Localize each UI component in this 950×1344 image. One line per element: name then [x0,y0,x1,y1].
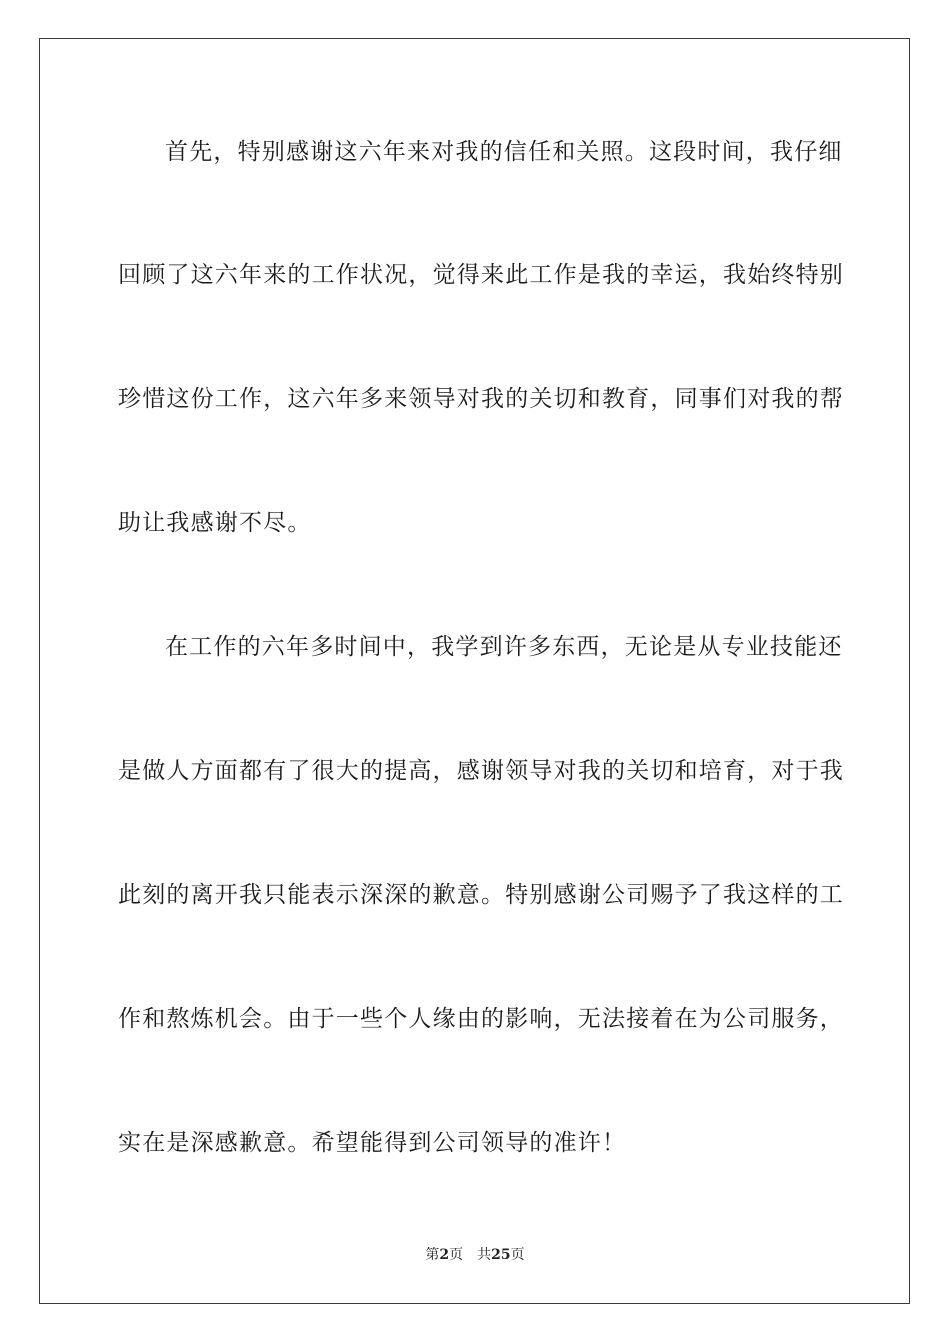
paragraph-2-line-2: 是做人方面都有了很大的提高，感谢领导对我的关切和培育，对于我 [118,758,844,784]
total-suffix: 页 [510,1247,525,1263]
page-prefix: 第 [425,1247,440,1263]
page-border [39,38,910,1304]
page-suffix: 页 [449,1247,464,1263]
paragraph-1-line-4: 助让我感谢不尽。 [118,510,312,536]
paragraph-1-line-3: 珍惜这份工作，这六年多来领导对我的关切和教育，同事们对我的帮 [118,386,844,412]
paragraph-1-line-2: 回顾了这六年来的工作状况，觉得来此工作是我的幸运，我始终特别 [118,262,844,288]
page-footer [0,1246,950,1264]
paragraph-2-line-4: 作和熬炼机会。由于一些个人缘由的影响，无法接着在为公司服务， [118,1006,844,1032]
paragraph-1-line-1: 首先，特别感谢这六年来对我的信任和关照。这段时间，我仔细 [165,139,843,165]
paragraph-2-line-5: 实在是深感歉意。希望能得到公司领导的准许！ [118,1130,627,1156]
paragraph-2-line-1: 在工作的六年多时间中，我学到许多东西，无论是从专业技能还 [165,634,843,660]
paragraph-2-line-3: 此刻的离开我只能表示深深的歉意。特别感谢公司赐予了我这样的工 [118,882,844,908]
total-prefix: 共 [477,1247,492,1263]
page-number: 2 [439,1247,450,1263]
total-pages: 25 [491,1247,511,1263]
